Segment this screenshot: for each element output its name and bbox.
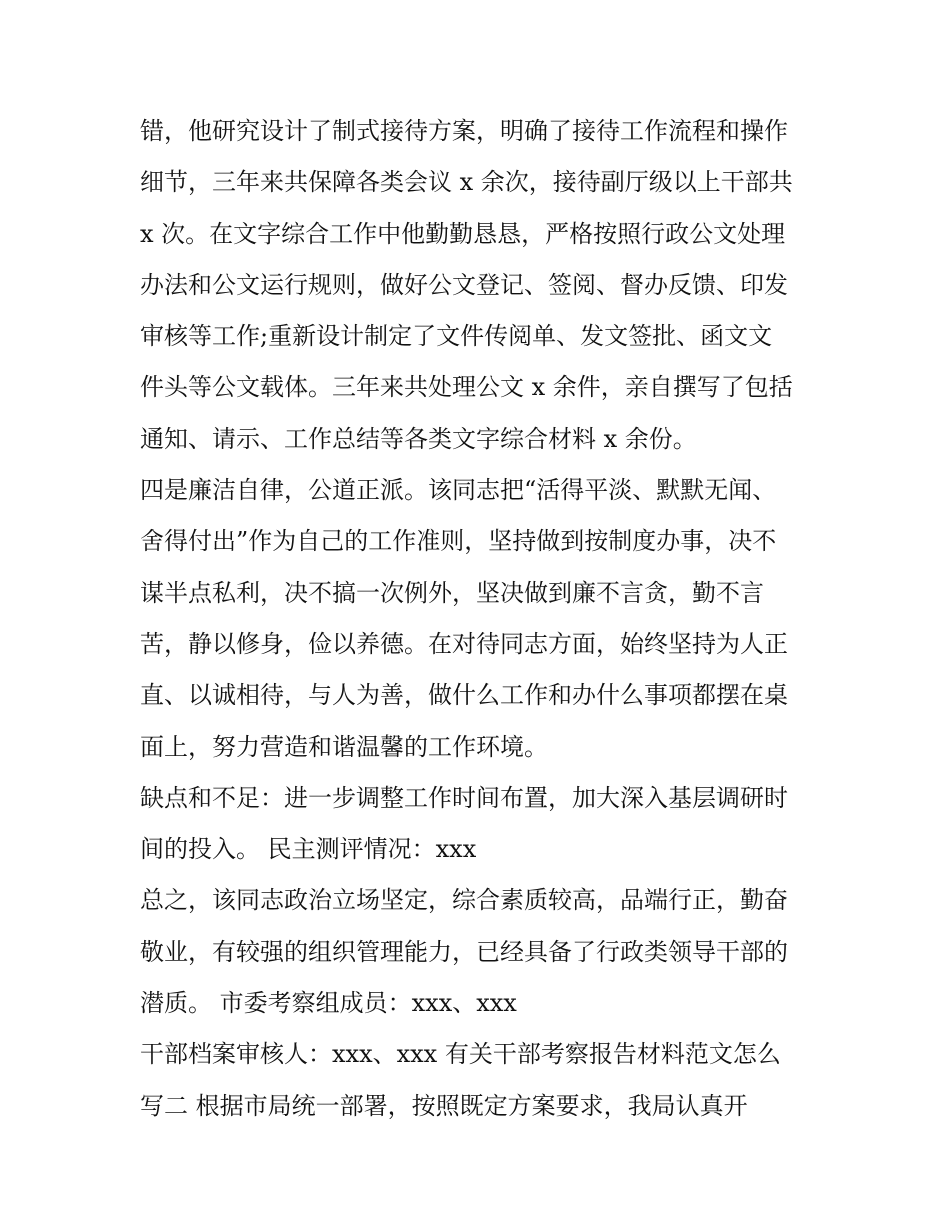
section-heading-line: 四是廉洁自律，公道正派。该同志把“活得平淡、默默无闻、 bbox=[140, 476, 777, 505]
text-line: 审核等工作;重新设计制定了文件传阅单、发文签批、函文文 bbox=[140, 322, 773, 351]
shortcomings-line: 缺点和不足：进一步调整工作时间布置，加大深入基层调研时 bbox=[140, 783, 788, 812]
text-line: 细节，三年来共保障各类会议 x 余次，接待副厅级以上干部共 bbox=[140, 168, 793, 197]
text-line: 敬业，有较强的组织管理能力，已经具备了行政类领导干部的 bbox=[140, 937, 788, 966]
text-line: 苦，静以修身，俭以养德。在对待同志方面，始终坚持为人正 bbox=[140, 629, 788, 658]
text-line: 谋半点私利，决不搞一次例外，坚决做到廉不言贪，勤不言 bbox=[140, 578, 764, 607]
document-body bbox=[140, 106, 830, 1132]
text-line: 件头等公文载体。三年来共处理公文 x 余件，亲自撰写了包括 bbox=[140, 373, 793, 402]
summary-line: 总之，该同志政治立场坚定，综合素质较高，品端行正，勤奋 bbox=[140, 886, 788, 915]
text-line: 办法和公文运行规则，做好公文登记、签阅、督办反馈、印发 bbox=[140, 270, 788, 299]
text-line: 潜质。 市委考察组成员：xxx、xxx bbox=[140, 989, 517, 1018]
text-line: 面上，努力营造和谐温馨的工作环境。 bbox=[140, 732, 548, 761]
text-line: 通知、请示、工作总结等各类文字综合材料 x 余份。 bbox=[140, 424, 697, 453]
text-line: 舍得付出”作为自己的工作准则，坚持做到按制度办事，决不 bbox=[140, 527, 777, 556]
text-line: 干部档案审核人：xxx、xxx 有关干部考察报告材料范文怎么 bbox=[140, 1040, 781, 1069]
text-line: x 次。在文字综合工作中他勤勤恳恳，严格按照行政公文处理 bbox=[140, 219, 786, 248]
text-line: 写二 根据市局统一部署，按照既定方案要求，我局认真开 bbox=[140, 1091, 748, 1120]
text-line: 直、以诚相待，与人为善，做什么工作和办什么事项都摆在桌 bbox=[140, 681, 788, 710]
text-line: 错，他研究设计了制式接待方案，明确了接待工作流程和操作 bbox=[140, 117, 788, 145]
text-line: 间的投入。 民主测评情况：xxx bbox=[140, 835, 477, 864]
